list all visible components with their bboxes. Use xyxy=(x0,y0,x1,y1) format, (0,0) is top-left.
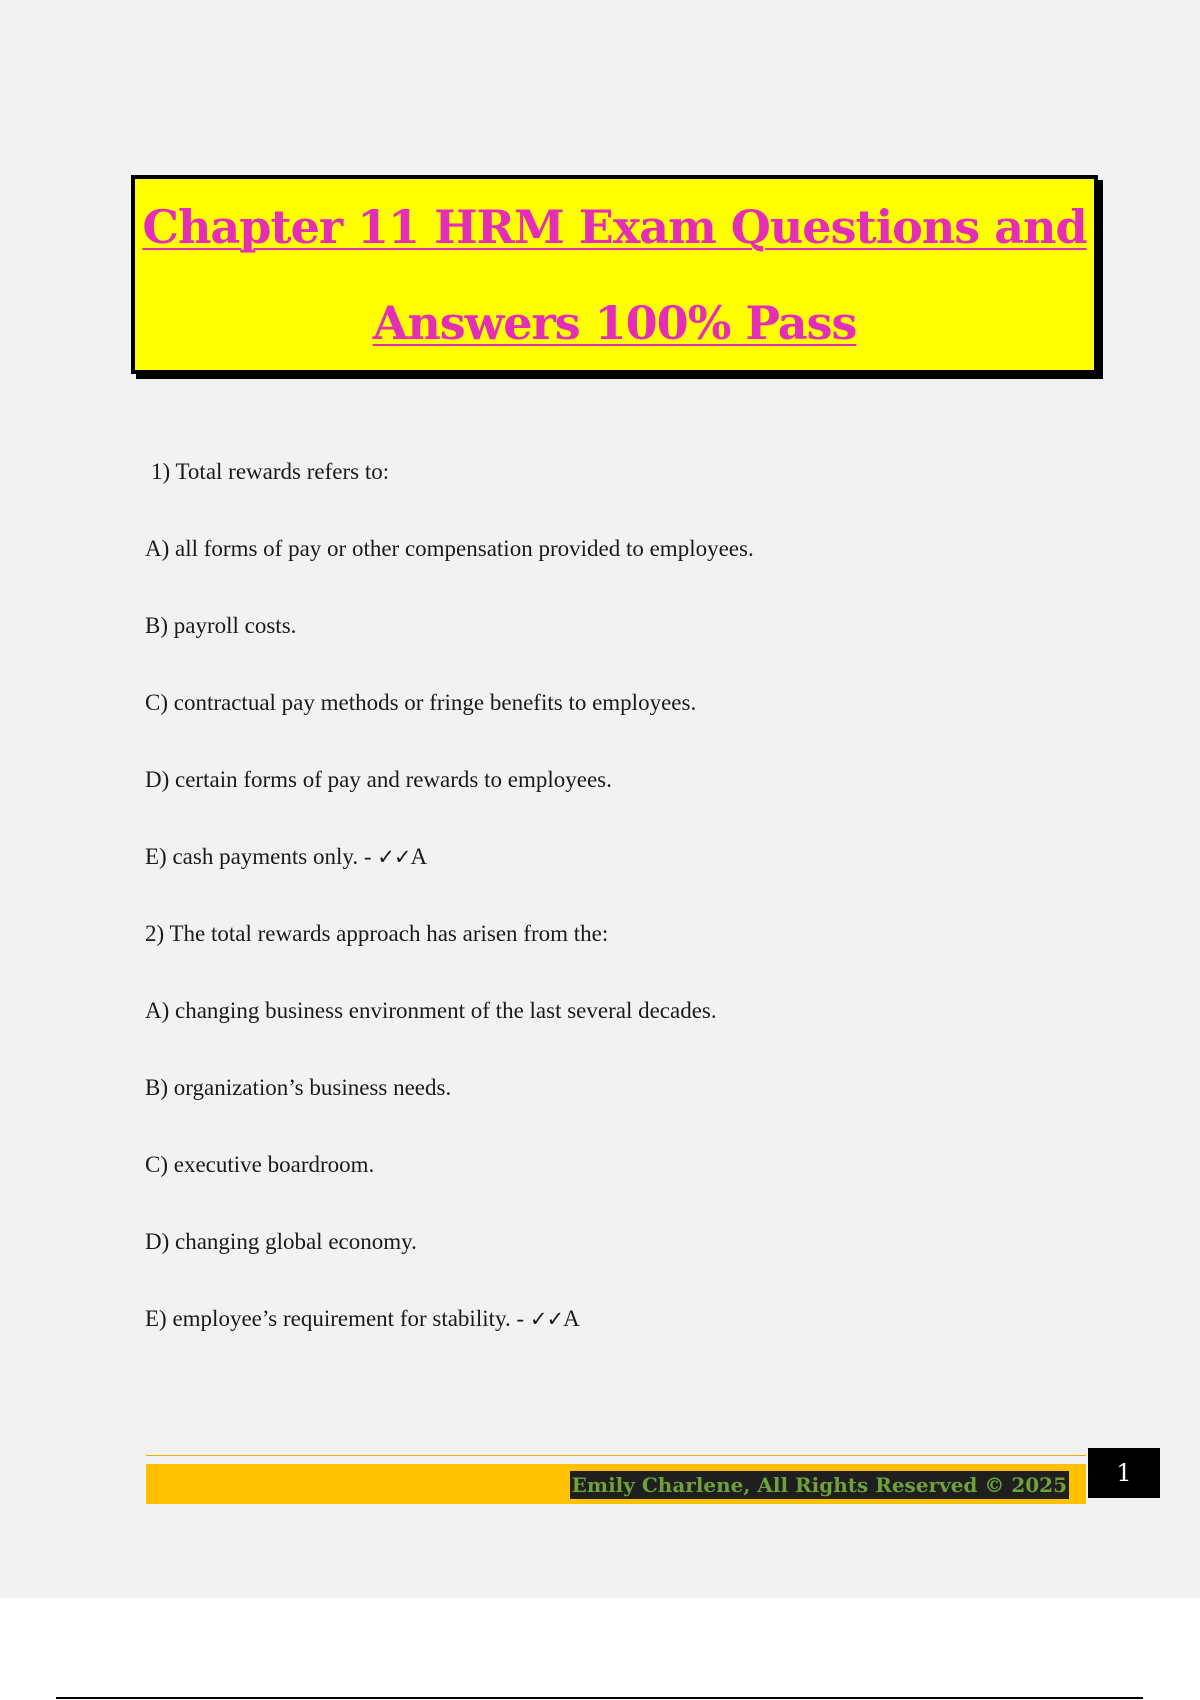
footer-copyright: Emily Charlene, All Rights Reserved © 2025 xyxy=(571,1473,1067,1497)
question-2-option-e: E) employee’s requirement for stability. - xyxy=(145,1306,530,1331)
question-2-option-d: D) changing global economy. xyxy=(145,1229,417,1254)
question-2-answer: A xyxy=(563,1306,580,1331)
checkmark-icon: ✓✓ xyxy=(377,845,411,869)
question-list xyxy=(145,452,1095,1376)
checkmark-icon: ✓✓ xyxy=(529,1307,564,1331)
question-2-option-a: A) changing business environment of the last several decades. xyxy=(145,998,717,1023)
footer-bar xyxy=(146,1464,1086,1504)
footer-divider xyxy=(146,1455,1086,1456)
title-box xyxy=(131,175,1098,374)
question-1-option-b: B) payroll costs. xyxy=(145,613,297,638)
question-1-option-a: A) all forms of pay or other compensation provided to employees. xyxy=(145,536,754,561)
question-1-prompt: 1) Total rewards refers to: xyxy=(151,459,390,484)
next-page-divider xyxy=(56,1697,1143,1699)
question-1-option-e: E) cash payments only. - xyxy=(145,844,378,869)
question-2-option-c: C) executive boardroom. xyxy=(145,1152,375,1177)
page-number: 1 xyxy=(1088,1448,1160,1498)
question-2-prompt: 2) The total rewards approach has arisen from the: xyxy=(145,921,609,946)
question-2-option-b: B) organization’s business needs. xyxy=(145,1075,452,1100)
page-title-line-2: Answers 100% Pass xyxy=(372,296,857,350)
question-2-option-e-with-answer xyxy=(145,1299,1095,1376)
question-1-option-d: D) certain forms of pay and rewards to employees. xyxy=(145,767,612,792)
question-1-option-c: C) contractual pay methods or fringe benefits to employees. xyxy=(145,690,697,715)
question-1-answer: A xyxy=(410,844,428,869)
page-title-line-1: Chapter 11 HRM Exam Questions and xyxy=(142,200,1087,254)
question-1-option-e-with-answer xyxy=(145,837,1095,914)
